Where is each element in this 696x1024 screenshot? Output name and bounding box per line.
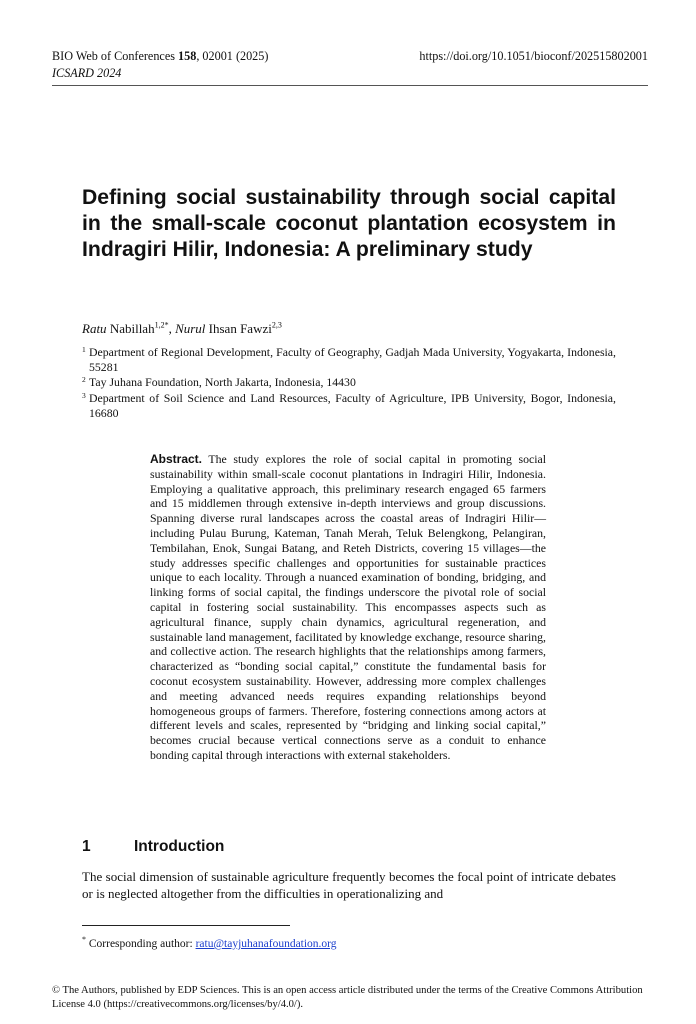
running-header [52,48,648,82]
journal-citation: BIO Web of Conferences 158, 02001 (2025) [52,49,269,63]
footnote-divider [82,925,290,926]
author: Nurul Ihsan Fawzi$^{2,3}$ [175,321,282,337]
affiliation-list [82,345,616,421]
abstract-label: Abstract. [150,452,203,466]
affiliation: 1 Department of Regional Development, Faculty of Geography, Gadjah Mada University, Yogyakarta, Indonesia, 55281 [82,345,616,375]
affiliation: 2 Tay Juhana Foundation, North Jakarta, Indonesia, 14430 [82,375,356,390]
event-name: ICSARD 2024 [52,66,122,80]
section-number: 1 [82,838,91,855]
introduction-paragraph: The social dimension of sustainable agriculture frequently becomes the focal point of intricate debates or is neglected altogether from the difficulties in operationalizing and [82,869,616,901]
corresponding-email-link[interactable]: ratu@tayjuhanafoundation.org [195,937,337,950]
author: Ratu Nabillah$^{1,2*}$, [82,321,176,337]
header-divider [52,85,648,86]
abstract-text: The study explores the role of social capital in promoting social sustainability within small-scale coconut plantations in Indragiri Hilir, Indonesia. Employing a qualitative approach, this preliminary research engaged 65 farmers and 15 middlemen through extensive in-depth interviews and group discussions. Spanning diverse rural landscapes across the coastal areas of Indragiri Hilir—including Pulau Burung, Kateman, Tanah Merah, Teluk Belengkong, Pelangiran, Tembilahan, Enok, Sungai Batang, and Reteh Districts, covering 15 villages—the study addresses specific challenges and opportunities for sustainable practices unique to each locality. Through a nuanced examination of bonding, bridging, and linking forms of social capital, the findings underscore the pivotal role of social capital in fostering social sustainability. This encompasses aspects such as agricultural finance, supply chain dynamics, agricultural regeneration, and sustainable land management, facilitated by knowledge exchange, resource sharing, and collective action. The research highlights that the relationships among farmers, characterized as “bonding social capital,” constitute the fundamental basis for coconut ecosystem sustainability. However, addressing more complex challenges and meeting advanced needs requires expanding relationships beyond homogeneous groups of farmers. Therefore, fostering connections among actors at different levels and scales, represented by “bridging and linking social capital,” becomes crucial because vertical connections serve as a conduit to enhance bonding capital through interactions with external stakeholders. [150,452,546,762]
paper-title: Defining social sustainability through social capital in the small-scale coconut plantation ecosystem in Indragiri Hilir, Indonesia: A preliminary study [82,186,616,261]
license-notice: © The Authors, published by EDP Sciences. This is an open access article distributed under the terms of the Creative Commons Attribution License 4.0 (https://creativecommons.org/licenses/by/4.0/). [52,985,643,1010]
section-heading [82,837,224,857]
author-list [82,318,282,337]
affiliation: 3 Department of Soil Science and Land Resources, Faculty of Agriculture, IPB University, Bogor, Indonesia, 16680 [82,390,616,420]
section-title: Introduction [134,838,225,855]
abstract [150,452,546,763]
footnote: * Corresponding author: ratu@tayjuhanafoundation.org [82,935,337,950]
doi-link[interactable]: https://doi.org/10.1051/bioconf/202515802001 [419,49,648,63]
